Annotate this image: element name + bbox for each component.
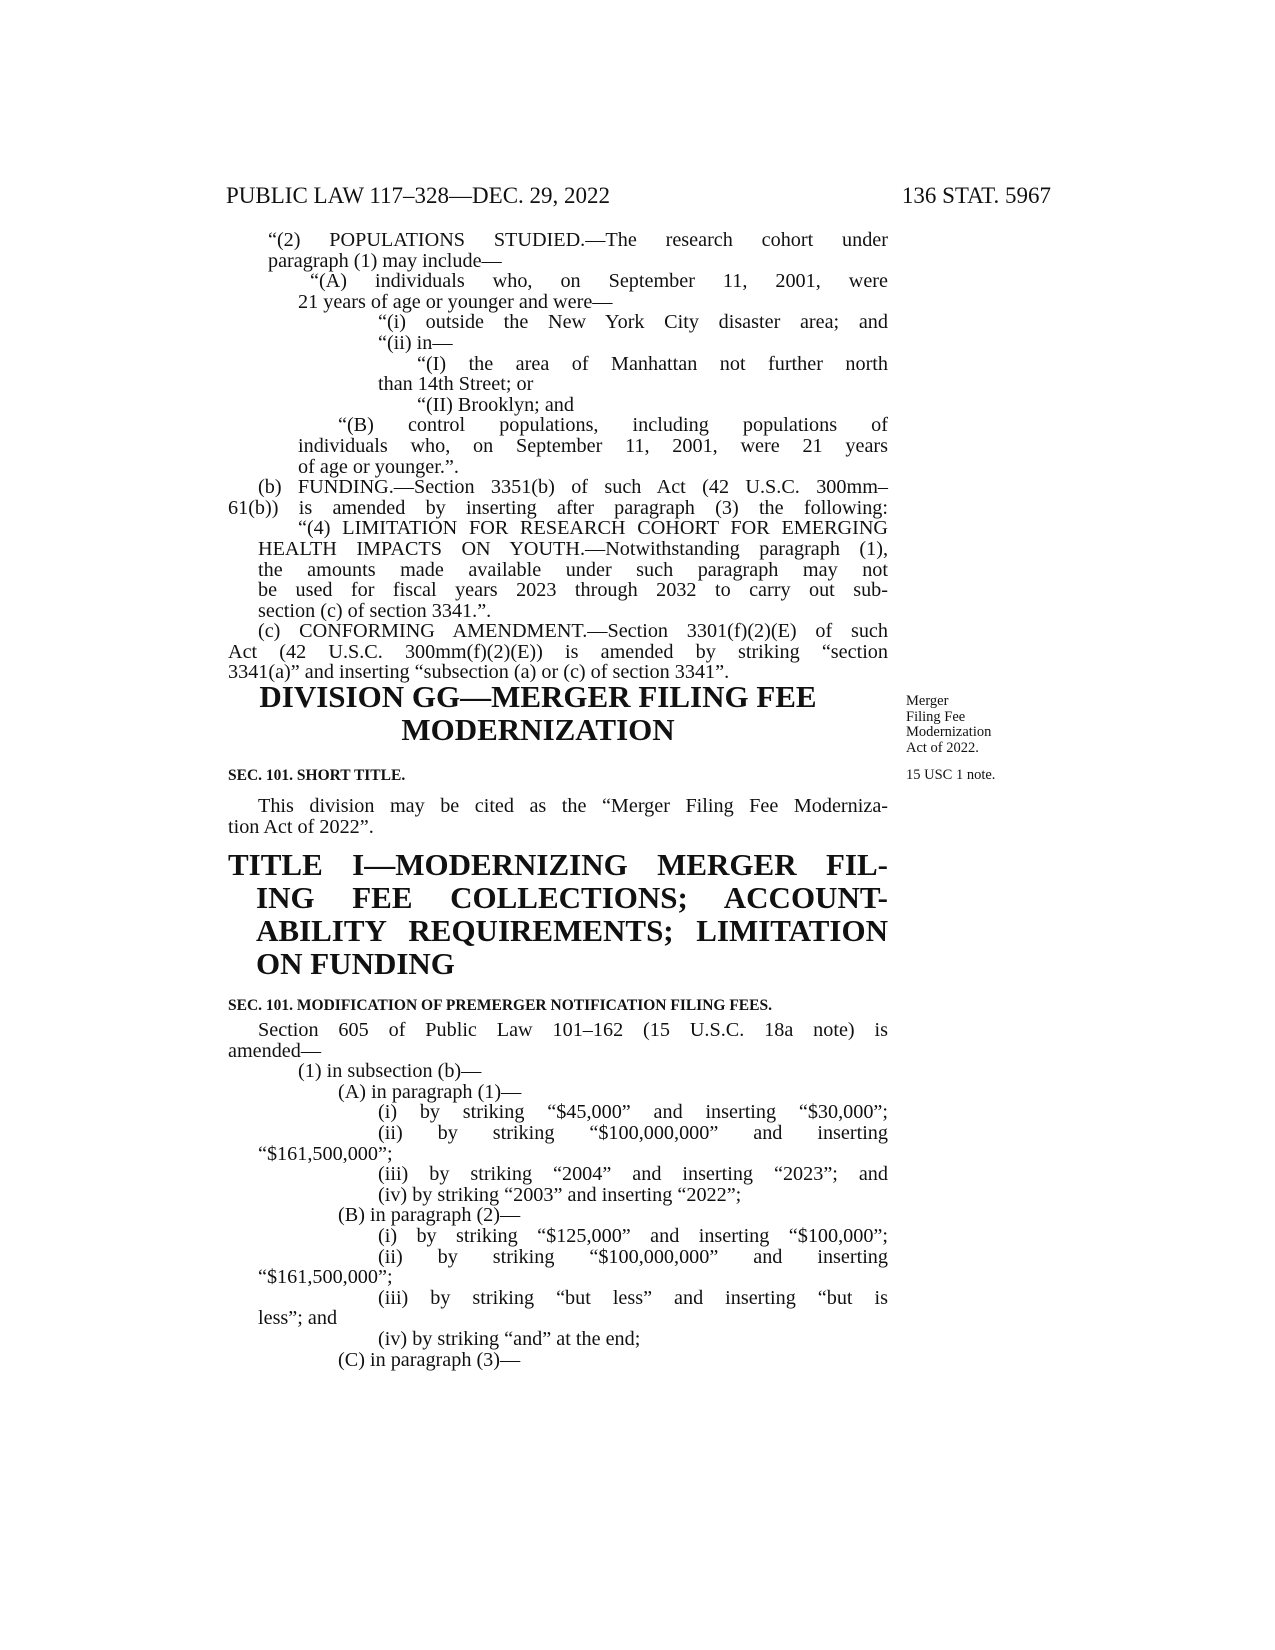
funding-line: (b) FUNDING.—Section 3351(b) of such Act (42 U.S.C. 300mm–	[258, 476, 888, 499]
margin-note-line: Modernization	[906, 724, 992, 740]
modification-line: amended—	[228, 1039, 322, 1062]
conforming-line: (c) CONFORMING AMENDMENT.—Section 3301(f)(2)(E) of such	[258, 620, 888, 643]
margin-note-act-name	[906, 694, 991, 756]
title-line: TITLE I—MODERNIZING MERGER FIL-	[228, 847, 888, 882]
para-2-line: “(2) POPULATIONS STUDIED.—The research cohort under	[268, 229, 888, 251]
amend-paragraph-2: (B) in paragraph (2)—	[338, 1204, 521, 1227]
amend-b-iv: (iv) by striking “and” at the end;	[378, 1327, 641, 1350]
section-heading: SEC. 101. SHORT TITLE.	[228, 767, 406, 784]
para-i: “(i) outside the New York City disaster area; and	[378, 311, 888, 334]
amend-paragraph-1: (A) in paragraph (1)—	[338, 1080, 522, 1103]
para-4-line: the amounts made available under such paragraph may not	[258, 558, 888, 581]
public-law-citation: PUBLIC LAW 117–328—DEC. 29, 2022	[226, 183, 611, 208]
para-b-line: “(B) control populations, including populations of	[338, 414, 888, 437]
running-header	[226, 183, 1051, 213]
division-heading	[228, 680, 848, 746]
title-heading	[228, 848, 888, 980]
para-II: “(II) Brooklyn; and	[417, 393, 574, 416]
short-title-line: tion Act of 2022”.	[228, 815, 374, 838]
para-2-line: paragraph (1) may include—	[268, 249, 502, 272]
para-I-line: than 14th Street; or	[378, 373, 534, 396]
margin-note-line: Merger	[906, 693, 949, 709]
margin-note-usc: 15 USC 1 note.	[906, 767, 996, 783]
amend-b-ii-cont: “$161,500,000”;	[258, 1266, 393, 1289]
populations-studied-block	[228, 230, 888, 683]
section-heading: SEC. 101. MODIFICATION OF PREMERGER NOTIFICATION FILING FEES.	[228, 997, 772, 1014]
para-I-line: “(I) the area of Manhattan not further north	[417, 352, 888, 375]
amend-b-ii: (ii) by striking “$100,000,000” and inserting	[378, 1245, 888, 1268]
modification-section	[228, 996, 888, 1370]
short-title-line: This division may be cited as the “Merger Filing Fee Moderniza-	[258, 795, 888, 817]
amend-b-iii: (iii) by striking “but less” and inserting “but is	[378, 1286, 888, 1309]
amend-a-iii: (iii) by striking “2004” and inserting “2023”; and	[378, 1163, 888, 1186]
amend-subsection-b: (1) in subsection (b)—	[298, 1060, 482, 1083]
title-line: ABILITY REQUIREMENTS; LIMITATION	[256, 913, 888, 948]
division-title-line: MODERNIZATION	[401, 712, 675, 747]
funding-line: 61(b)) is amended by inserting after paragraph (3) the following:	[228, 496, 888, 519]
title-line: ING FEE COLLECTIONS; ACCOUNT-	[256, 880, 888, 915]
amend-a-i: (i) by striking “$45,000” and inserting “$30,000”;	[378, 1101, 888, 1124]
margin-note-line: Filing Fee	[906, 708, 966, 725]
amend-a-ii-cont: “$161,500,000”;	[258, 1142, 393, 1165]
modification-line: Section 605 of Public Law 101–162 (15 U.S.C. 18a note) is	[258, 1019, 888, 1041]
amend-a-iv: (iv) by striking “2003” and inserting “2022”;	[378, 1183, 742, 1206]
amend-b-iii-cont: less”; and	[258, 1307, 338, 1330]
para-4-line: section (c) of section 3341.”.	[258, 599, 492, 622]
amend-a-ii: (ii) by striking “$100,000,000” and inserting	[378, 1121, 888, 1144]
title-line: ON FUNDING	[256, 946, 455, 981]
statute-page-number: 136 STAT. 5967	[901, 183, 1051, 208]
para-b-line: individuals who, on September 11, 2001, were 21 years	[298, 434, 888, 457]
para-b-line: of age or younger.”.	[298, 455, 459, 478]
amend-b-i: (i) by striking “$125,000” and inserting “$100,000”;	[378, 1224, 888, 1247]
para-a-line: “(A) individuals who, on September 11, 2001, were	[310, 270, 888, 293]
conforming-line: 3341(a)” and inserting “subsection (a) or (c) of section 3341”.	[228, 661, 730, 684]
division-title-line: DIVISION GG—MERGER FILING FEE	[259, 679, 817, 714]
amend-paragraph-3: (C) in paragraph (3)—	[338, 1348, 521, 1371]
para-4-line: be used for fiscal years 2023 through 2032 to carry out sub-	[258, 579, 888, 602]
conforming-line: Act (42 U.S.C. 300mm(f)(2)(E)) is amended by striking “section	[228, 640, 888, 663]
para-4-line: “(4) LIMITATION FOR RESEARCH COHORT FOR EMERGING	[298, 517, 888, 540]
short-title-section	[228, 766, 888, 837]
margin-note-line: Act of 2022.	[906, 739, 979, 756]
para-a-line: 21 years of age or younger and were—	[298, 290, 613, 313]
para-4-line: HEALTH IMPACTS ON YOUTH.—Notwithstanding paragraph (1),	[258, 537, 888, 560]
para-ii: “(ii) in—	[378, 331, 453, 354]
